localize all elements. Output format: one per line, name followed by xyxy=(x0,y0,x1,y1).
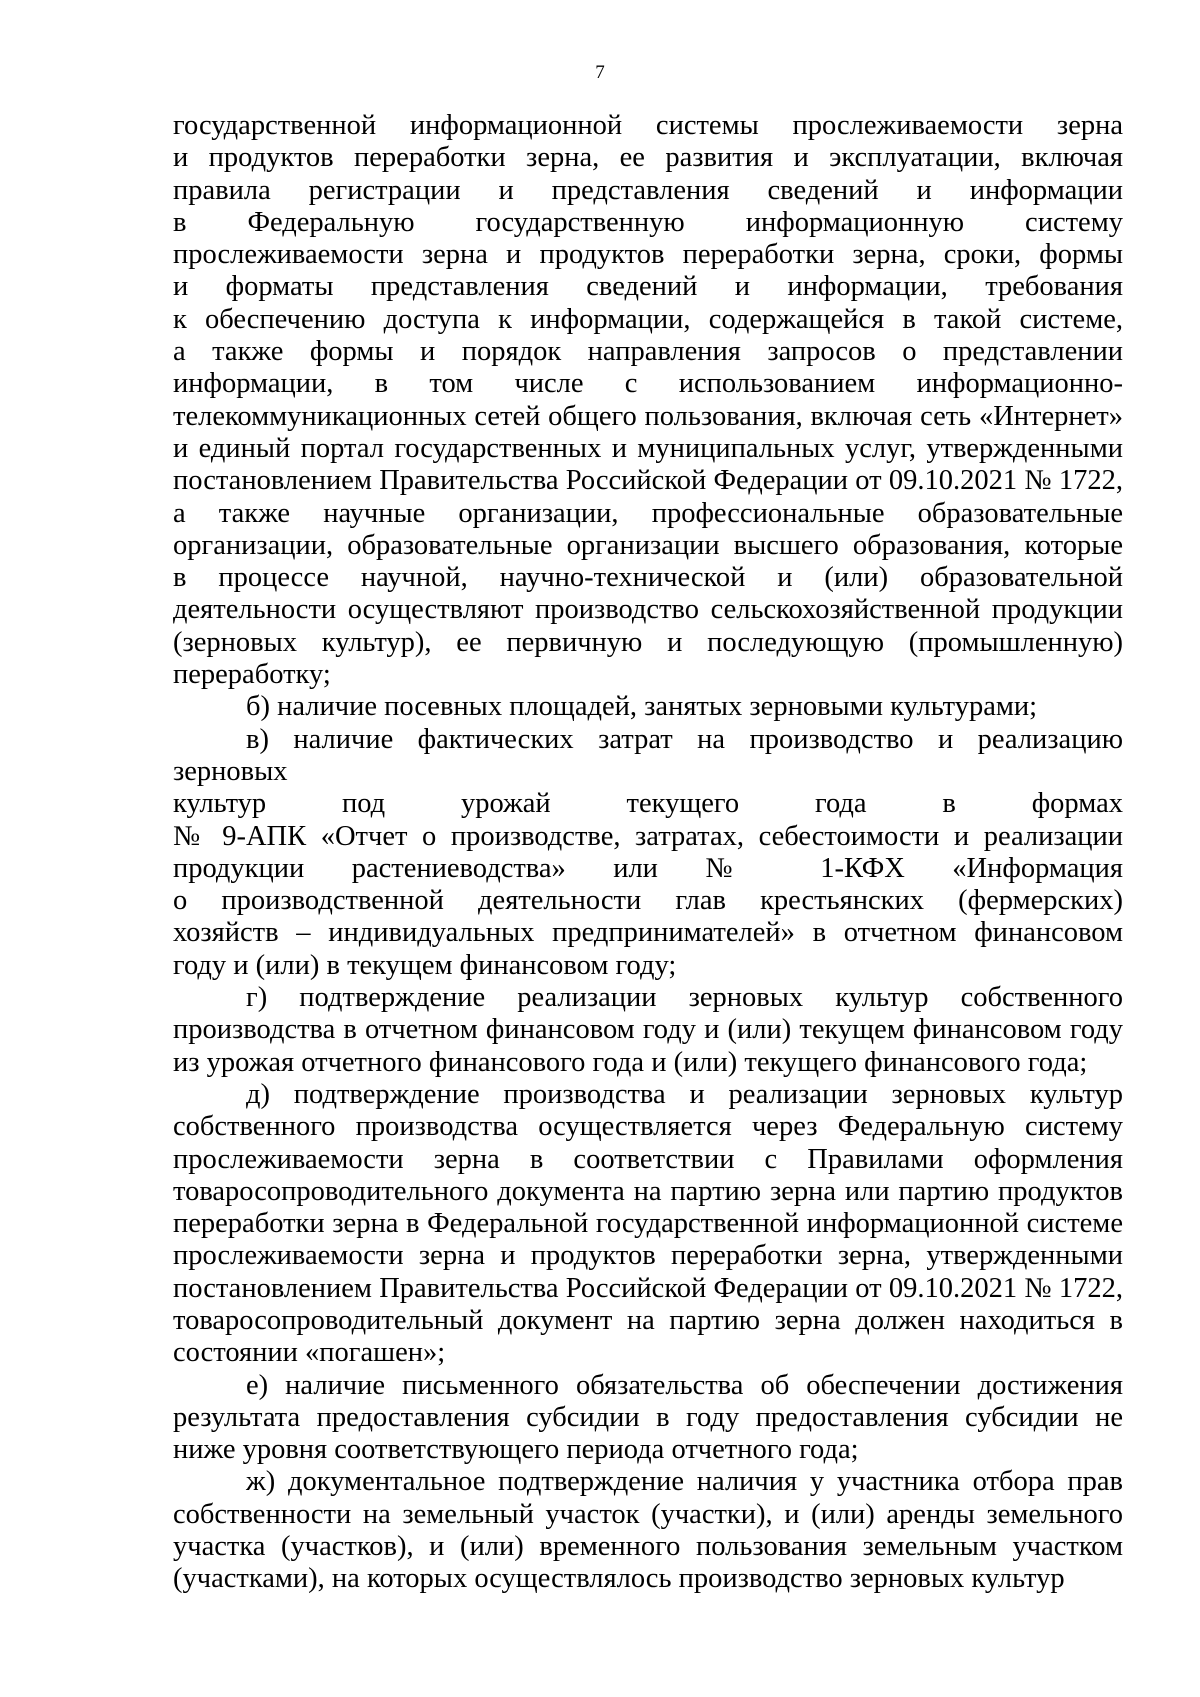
text-line: году и (или) в текущем финансовом году; xyxy=(173,949,677,981)
text-line: телекоммуникационных сетей общего пользования, включая сеть «Интернет» xyxy=(173,400,1123,432)
text-line: (участками), на которых осуществлялось производство зерновых культур xyxy=(173,1563,1065,1595)
text-line: а также научные организации, профессиональные образовательные xyxy=(173,497,1123,529)
paragraph-d xyxy=(173,1079,1123,1370)
text-line: в Федеральную государственную информационную систему xyxy=(173,206,1123,238)
paragraph-b xyxy=(173,691,1123,723)
text-line: товаросопроводительного документа на партию зерна или партию продуктов xyxy=(173,1175,1123,1207)
text-line: ж) документальное подтверждение наличия у участника отбора прав xyxy=(246,1466,1123,1498)
text-line: ниже уровня соответствующего периода отчетного года; xyxy=(173,1434,859,1466)
text-line: собственного производства осуществляется через Федеральную систему xyxy=(173,1111,1123,1143)
text-line: (зерновых культур), ее первичную и последующую (промышленную) xyxy=(173,626,1123,658)
text-line: о производственной деятельности глав крестьянских (фермерских) xyxy=(173,885,1123,917)
page-number: 7 xyxy=(595,62,605,83)
text-line: а также формы и порядок направления запросов о представлении xyxy=(173,336,1123,368)
text-line: собственности на земельный участок (участки), и (или) аренды земельного xyxy=(173,1498,1123,1530)
paragraph-zh xyxy=(173,1466,1123,1595)
paragraph-e xyxy=(173,1370,1123,1467)
text-line: правила регистрации и представления сведений и информации xyxy=(173,174,1123,206)
text-line: № 9-АПК «Отчет о производстве, затратах, себестоимости и реализации xyxy=(173,820,1123,852)
text-line: производства в отчетном финансовом году и (или) текущем финансовом году xyxy=(173,1014,1123,1046)
text-line: постановлением Правительства Российской Федерации от 09.10.2021 № 1722, xyxy=(173,1272,1123,1304)
text-line: культур под урожай текущего года в формах xyxy=(173,788,1123,820)
text-line: переработку; xyxy=(173,659,331,691)
text-line: е) наличие письменного обязательства об обеспечении достижения xyxy=(246,1369,1123,1401)
text-line: прослеживаемости зерна и продуктов переработки зерна, утвержденными xyxy=(173,1240,1123,1272)
text-line: организации, образовательные организации высшего образования, которые xyxy=(173,529,1123,561)
text-line: результата предоставления субсидии в году предоставления субсидии не xyxy=(173,1401,1123,1433)
paragraph-g xyxy=(173,982,1123,1079)
text-line: участка (участков), и (или) временного пользования земельным участком xyxy=(173,1531,1123,1563)
document-body xyxy=(173,110,1123,1596)
text-line: информации, в том числе с использованием информационно- xyxy=(173,368,1123,400)
text-line: в) наличие фактических затрат на производство и реализацию зерновых xyxy=(173,723,1123,787)
text-line: государственной информационной системы прослеживаемости зерна xyxy=(173,110,1123,141)
text-line: в процессе научной, научно-технической и (или) образовательной xyxy=(173,562,1123,594)
text-line: прослеживаемости зерна в соответствии с Правилами оформления xyxy=(173,1143,1123,1175)
text-line: продукции растениеводства» или № 1-КФХ «Информация xyxy=(173,852,1123,884)
text-line: деятельности осуществляют производство сельскохозяйственной продукции xyxy=(173,594,1123,626)
text-line: к обеспечению доступа к информации, содержащейся в такой системе, xyxy=(173,303,1123,335)
text-line: прослеживаемости зерна и продуктов переработки зерна, сроки, формы xyxy=(173,239,1123,271)
paragraph-v xyxy=(173,724,1123,982)
text-line: состоянии «погашен»; xyxy=(173,1337,446,1369)
text-line: д) подтверждение производства и реализации зерновых культур xyxy=(246,1078,1123,1110)
paragraph-a-continued xyxy=(173,110,1123,691)
text-line: из урожая отчетного финансового года и (или) текущего финансового года; xyxy=(173,1046,1088,1078)
text-line: и единый портал государственных и муниципальных услуг, утвержденными xyxy=(173,432,1123,464)
text-line: товаросопроводительный документ на партию зерна должен находиться в xyxy=(173,1304,1123,1336)
text-line: г) подтверждение реализации зерновых культур собственного xyxy=(246,982,1123,1014)
text-line: постановлением Правительства Российской Федерации от 09.10.2021 № 1722, xyxy=(173,465,1123,497)
text-line: переработки зерна в Федеральной государственной информационной системе xyxy=(173,1208,1123,1240)
text-line: и форматы представления сведений и информации, требования xyxy=(173,271,1123,303)
text-line: и продуктов переработки зерна, ее развития и эксплуатации, включая xyxy=(173,142,1123,174)
text-line: б) наличие посевных площадей, занятых зерновыми культурами; xyxy=(246,691,1038,723)
text-line: хозяйств – индивидуальных предпринимателей» в отчетном финансовом xyxy=(173,917,1123,949)
